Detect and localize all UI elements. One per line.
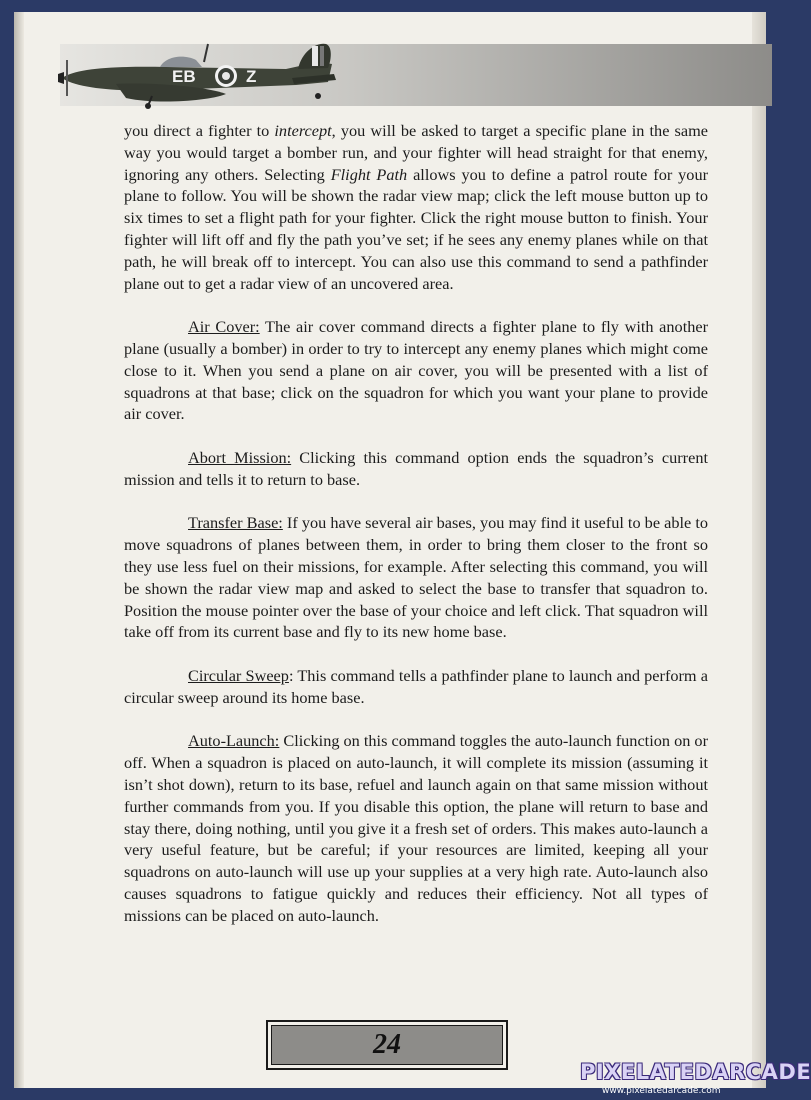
page-number-inner <box>271 1025 503 1065</box>
term-abort-mission: Abort Mission: <box>188 447 292 467</box>
term-air-cover: Air Cover: <box>188 317 260 337</box>
spitfire-plane-icon <box>56 38 346 110</box>
term-circular-sweep: Circular Sweep <box>188 665 289 685</box>
svg-text:Z: Z <box>246 67 257 86</box>
page-number: 24 <box>373 1029 401 1060</box>
paragraph-abort-mission <box>124 447 708 491</box>
text-segment: you direct a fighter to <box>124 121 275 140</box>
description-auto-launch: Clicking on this command toggles the auto-launch function on or off. When a squadron is placed on auto-launch, it will complete its mission (assuming it isn’t shot down), return to its base, refuel and launch again on that same mission without further commands from you. If you disable this option, the plane will return to base and stay there, doing nothing, until you give it a fresh set of orders. This makes auto-launch a very useful feature, but be careful; if your resources are limited, keeping all your squadrons on auto-launch will use up your supplies at a very high rate. Auto-launch also causes squadrons to fatigue quickly and reduces their efficiency. Not all types of missions can be placed on auto-launch. <box>124 731 708 925</box>
text-segment: , you will be asked to target a specific plane in the same way you would target a bomber run, and your fighter will head straight for that enemy, ignoring any others. Selecting <box>124 121 708 184</box>
page-number-box <box>266 1020 508 1070</box>
term-transfer-base: Transfer Base: <box>188 513 283 533</box>
paragraph-auto-launch <box>124 730 708 926</box>
page-binding-edge <box>14 12 24 1088</box>
emphasis-flight-path: Flight Path <box>330 164 408 184</box>
description-abort-mission: Clicking this command option ends the squadron’s current mission and tells it to return to base. <box>124 447 708 489</box>
emphasis-intercept: intercept <box>274 121 332 140</box>
term-auto-launch: Auto-Launch: <box>188 731 280 751</box>
page-right-edge <box>752 12 766 1088</box>
paragraph-transfer-base <box>124 512 708 643</box>
watermark-logo: PIXELATEDARCADE <box>580 1060 811 1084</box>
description-air-cover: The air cover command directs a fighter plane to fly with another plane (usually a bomber) in order to try to intercept any enemy planes which might come close to it. When you send a plane on air cover, you will be presented with a list of squadrons at that base; click on the squadron for which you want your plane to provide air cover. <box>124 317 708 424</box>
watermark-url: www.pixelatedarcade.com <box>602 1086 721 1096</box>
paragraph-circular-sweep <box>124 665 708 709</box>
paragraph-intercept-flight-path <box>124 120 708 294</box>
paragraph-air-cover <box>124 316 708 425</box>
svg-text:EB: EB <box>172 67 196 86</box>
description-transfer-base: If you have several air bases, you may find it useful to be able to move squadrons of planes between them, in order to bring them closer to the front so they use less fuel on their missions, for example. After selecting this command, you will be shown the radar view map and asked to select the base to transfer that squadron to. Position the mouse pointer over the base of your choice and left click. That squadron will take off from its current base and fly to its new home base. <box>124 513 708 642</box>
text-segment: allows you to define a patrol route for your plane to follow. You will be shown the radar view map; click the left mouse button up to six times to set a flight path for your fighter. Click the right mouse button to finish. Your fighter will lift off and fly the path you’ve set; if he sees any enemy planes while on that path, he will break off to intercept. You can also use this command to send a pathfinder plane out to get a radar view of an uncovered area. <box>124 164 709 293</box>
manual-body-text <box>124 120 708 948</box>
description-circular-sweep: : This command tells a pathfinder plane to launch and perform a circular sweep around its home base. <box>124 665 708 707</box>
